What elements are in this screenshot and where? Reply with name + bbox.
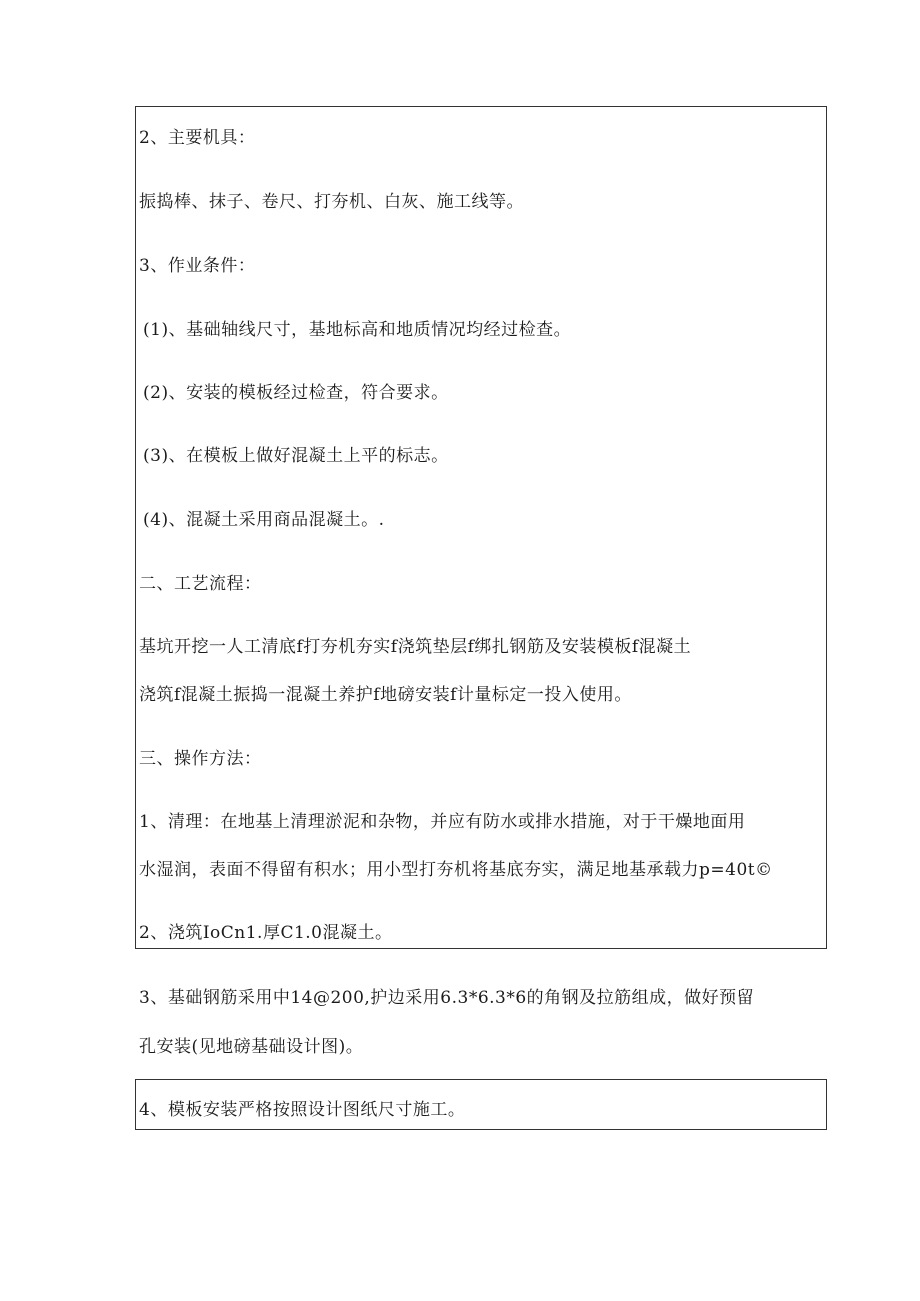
heading-process-flow: 二、工艺流程： bbox=[139, 574, 262, 594]
process-flow-line-1: 基坑开挖一人工清底f打夯机夯实f浇筑垫层f绑扎钢筋及安装模板f混凝土 bbox=[139, 637, 692, 657]
method-pouring-text: 2、浇筑IoCn1.厚C1.0混凝土。 bbox=[139, 923, 393, 943]
condition-item-3: (3)、在模板上做好混凝土上平的标志。 bbox=[143, 446, 449, 466]
method-formwork-text: 4、模板安装严格按照设计图纸尺寸施工。 bbox=[139, 1100, 466, 1120]
heading-operation-method: 三、操作方法： bbox=[139, 749, 262, 769]
condition-item-2: (2)、安装的模板经过检查，符合要求。 bbox=[143, 383, 449, 403]
condition-item-4: (4)、混凝土采用商品混凝土。. bbox=[143, 510, 385, 530]
process-flow-line-2: 浇筑f混凝土振捣一混凝土养护f地磅安装f计量标定一投入使用。 bbox=[139, 685, 632, 705]
method-cleaning-line-1: 1、清理：在地基上清理淤泥和杂物，并应有防水或排水措施，对于干燥地面用 bbox=[139, 812, 746, 832]
tools-list-text: 振捣棒、抹子、卷尺、打夯机、白灰、施工线等。 bbox=[139, 192, 524, 212]
heading-work-conditions: 3、作业条件： bbox=[139, 256, 256, 276]
condition-item-1: (1)、基础轴线尺寸，基地标高和地质情况均经过检查。 bbox=[143, 320, 572, 340]
heading-main-tools: 2、主要机具： bbox=[139, 128, 256, 148]
method-cleaning-line-2: 水湿润，表面不得留有积水；用小型打夯机将基底夯实，满足地基承载力p=40t© bbox=[139, 860, 773, 880]
method-rebar-line-1: 3、基础钢筋采用中14@200,护边采用6.3*6.3*6的角钢及拉筋组成，做好预留 bbox=[139, 988, 755, 1008]
method-rebar-line-2: 孔安装(见地磅基础设计图)。 bbox=[139, 1037, 364, 1057]
